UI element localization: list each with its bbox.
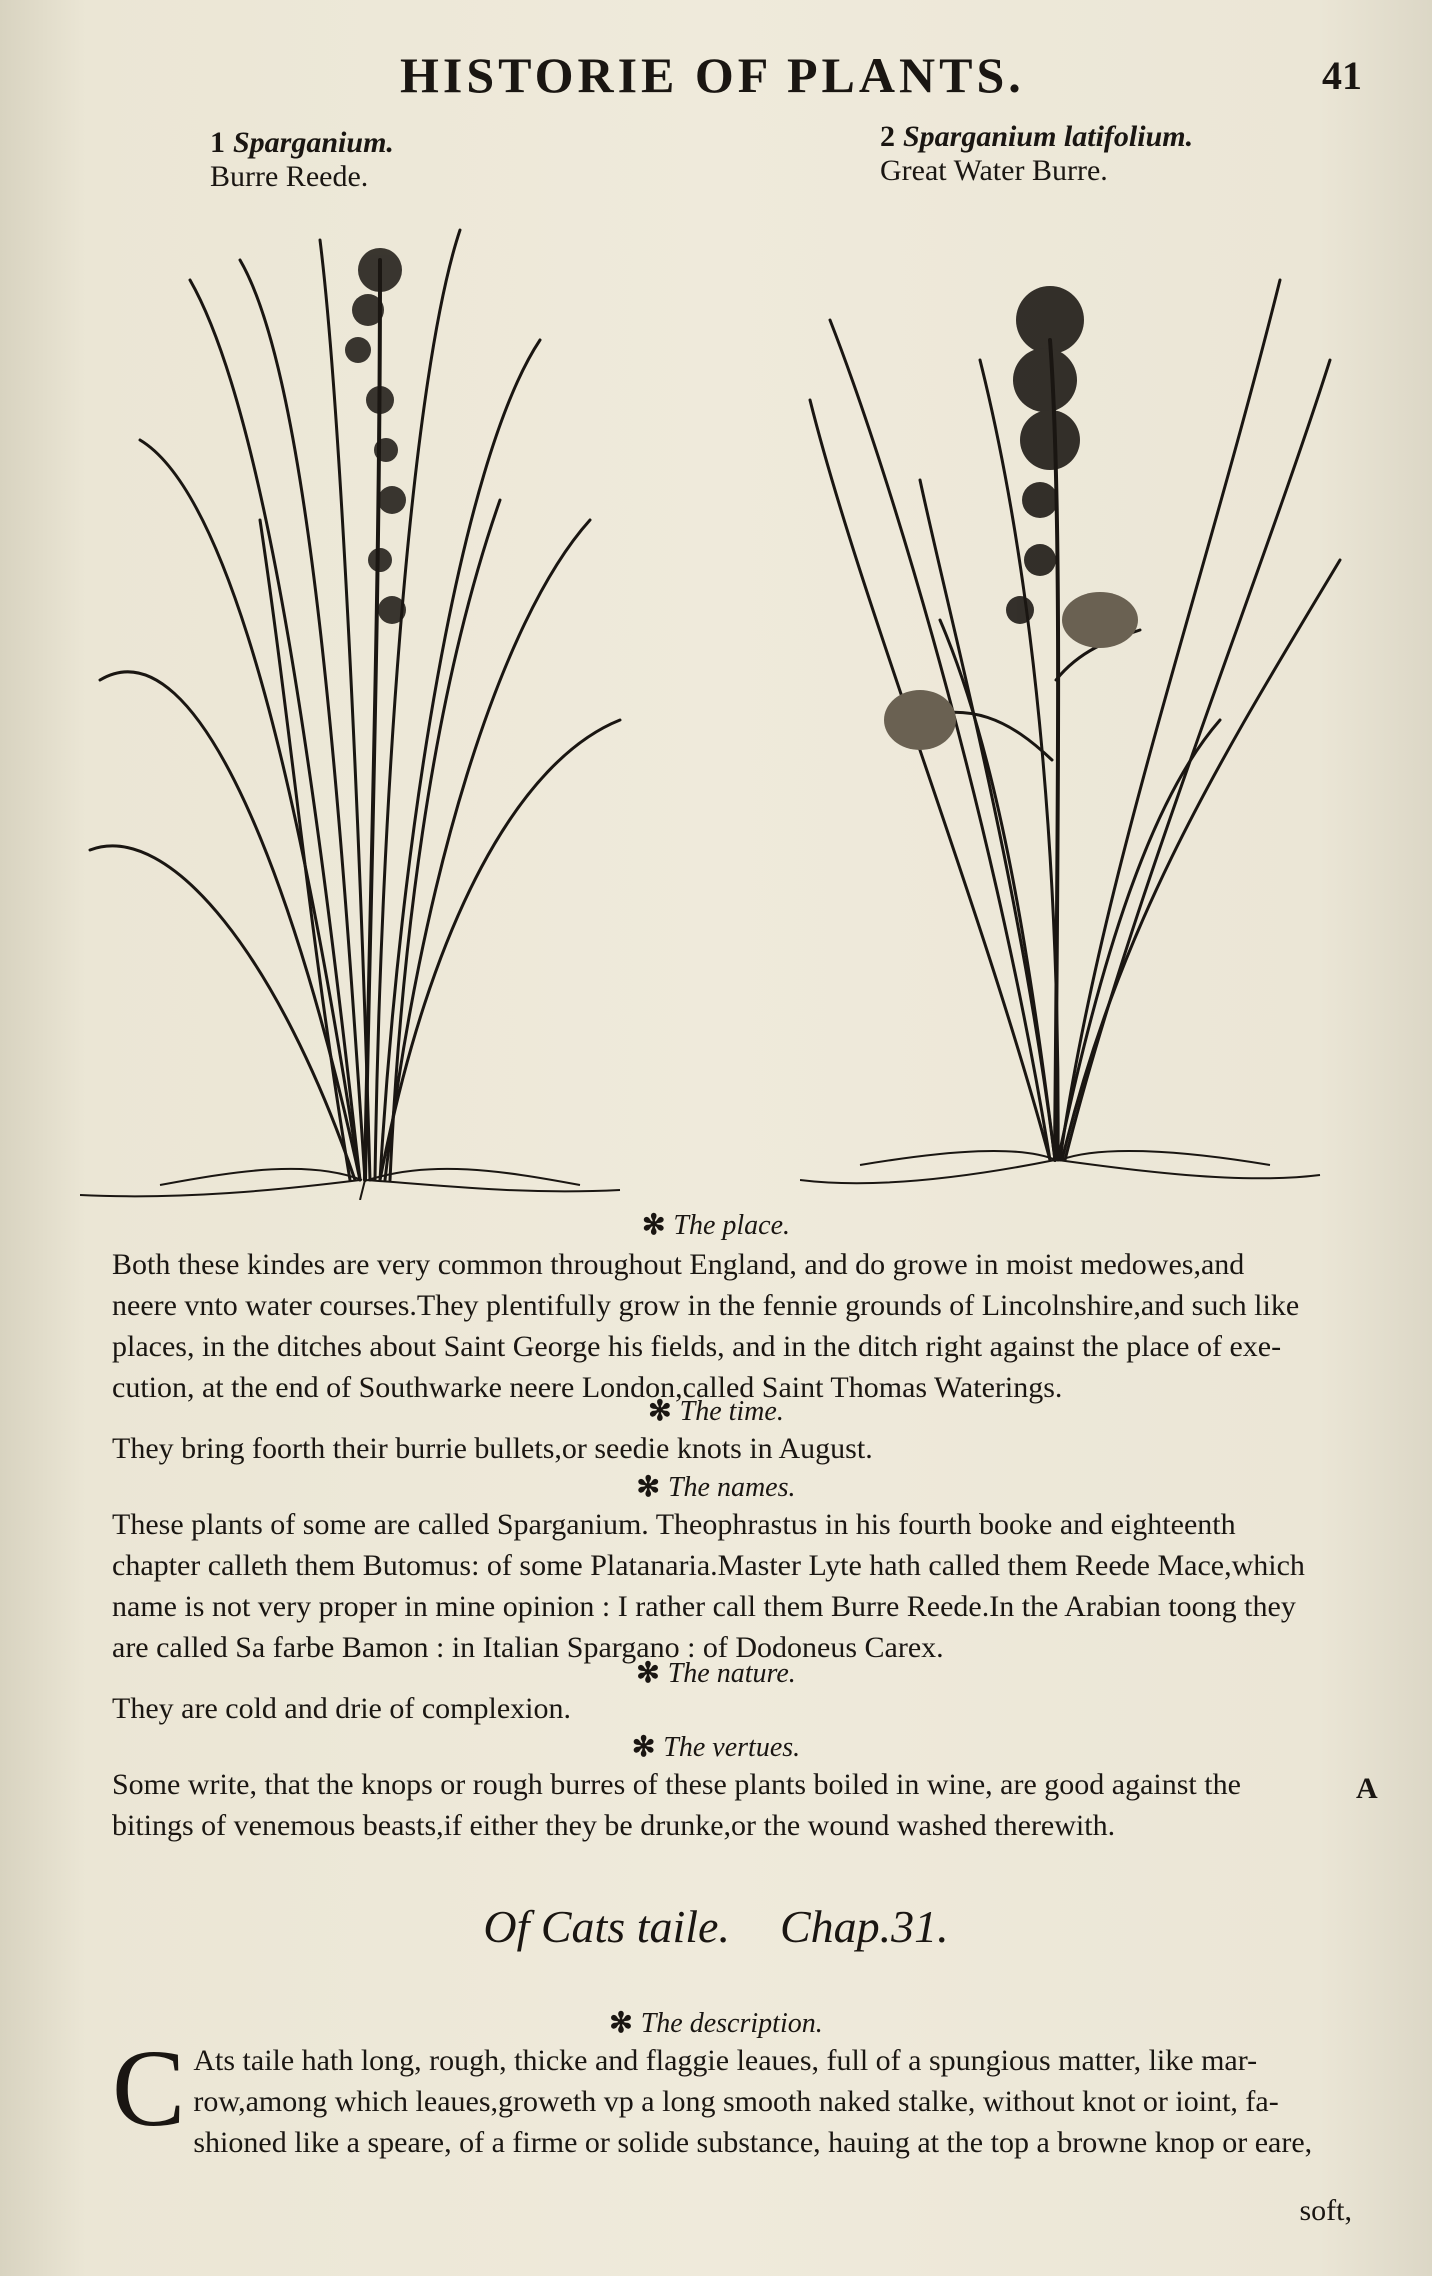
figure-number: 2: [880, 120, 895, 153]
paragraph-time: [112, 1428, 1352, 1469]
paragraph-nature: [112, 1688, 1352, 1729]
section-heading-names: ✻ The names.: [636, 1472, 796, 1503]
plant-illustration-2: [800, 200, 1360, 1200]
paragraph-names: [112, 1504, 1352, 1668]
figure-great-water-burre: [800, 120, 1360, 1200]
text-line: row,among which leaues,groweth vp a long smooth naked stalke, without knot or ioint, fa-: [193, 2085, 1279, 2118]
text-line: name is not very proper in mine opinion : I rather call them Burre Reede.In the Arabian toong they: [112, 1590, 1296, 1623]
chapter-number: Chap.31.: [779, 1901, 949, 1952]
text-line: cution, at the end of Southwarke neere London,called Saint Thomas Waterings.: [112, 1371, 1063, 1404]
text-line: These plants of some are called Sparganium. Theophrastus in his fourth booke and eighteenth: [112, 1508, 1236, 1541]
text-line: Ats taile hath long, rough, thicke and flaggie leaues, full of a spungious matter, like mar-: [193, 2044, 1258, 2077]
figure-caption: [880, 120, 1193, 188]
margin-letter: A: [1356, 1772, 1378, 1805]
asterisk-icon: ✻: [636, 1472, 660, 1503]
section-heading-vertues: ✻ The vertues.: [631, 1732, 801, 1763]
chapter-title: Of Cats taile.: [483, 1901, 730, 1952]
asterisk-icon: ✻: [641, 1210, 666, 1241]
running-title: HISTORIE OF PLANTS.: [400, 47, 1025, 103]
asterisk-icon: ✻: [636, 1658, 660, 1689]
text-line: places, in the ditches about Saint George his fields, and in the ditch right against the place of exe-: [112, 1330, 1282, 1363]
figure-burre-reede: [80, 120, 640, 1200]
text-line: Some write, that the knops or rough burres of these plants boiled in wine, are good against the: [112, 1768, 1241, 1801]
section-heading-time: ✻ The time.: [648, 1396, 784, 1427]
chapter-heading: [0, 1900, 1432, 1953]
text-line: They bring foorth their burrie bullets,or seedie knots in August.: [112, 1432, 873, 1465]
asterisk-icon: ✻: [631, 1732, 656, 1763]
page-header: [0, 46, 1432, 106]
text-line: chapter calleth them Butomus: of some Platanaria.Master Lyte hath called them Reede Mace,which: [112, 1549, 1305, 1582]
asterisk-icon: ✻: [609, 2008, 633, 2039]
asterisk-icon: ✻: [648, 1396, 672, 1427]
paragraph-place: [112, 1244, 1352, 1408]
text-line: bitings of venemous beasts,if either they be drunke,or the wound washed therewith.: [112, 1809, 1116, 1842]
text-line: They are cold and drie of complexion.: [112, 1692, 571, 1725]
figure-latin-name: Sparganium.: [233, 126, 394, 159]
section-heading-place: ✻ The place.: [641, 1210, 791, 1241]
paragraph-vertues: [112, 1764, 1352, 1846]
page-number: 41: [1322, 53, 1362, 98]
catchword: soft,: [1299, 2194, 1352, 2227]
figure-english-name: Burre Reede.: [210, 160, 369, 193]
text-line: Both these kindes are very common throughout England, and do growe in moist medowes,and: [112, 1248, 1245, 1281]
figure-english-name: Great Water Burre.: [880, 154, 1108, 187]
text-line: are called Sa farbe Bamon : in Italian Spargano : of Dodoneus Carex.: [112, 1631, 944, 1664]
paragraph-description: [112, 2027, 1352, 2163]
plant-illustration-1: [80, 200, 640, 1200]
figure-latin-name: Sparganium latifolium.: [903, 120, 1194, 153]
text-line: shioned like a speare, of a firme or solide substance, hauing at the top a browne knop or eare,: [193, 2126, 1313, 2159]
drop-capital: C: [112, 2027, 186, 2149]
section-heading-nature: ✻ The nature.: [636, 1658, 796, 1689]
figure-caption: [210, 126, 394, 194]
text-line: neere vnto water courses.They plentifully grow in the fennie grounds of Lincolnshire,and such like: [112, 1289, 1300, 1322]
section-heading-description: ✻ The description.: [609, 2008, 823, 2039]
figure-number: 1: [210, 126, 225, 159]
